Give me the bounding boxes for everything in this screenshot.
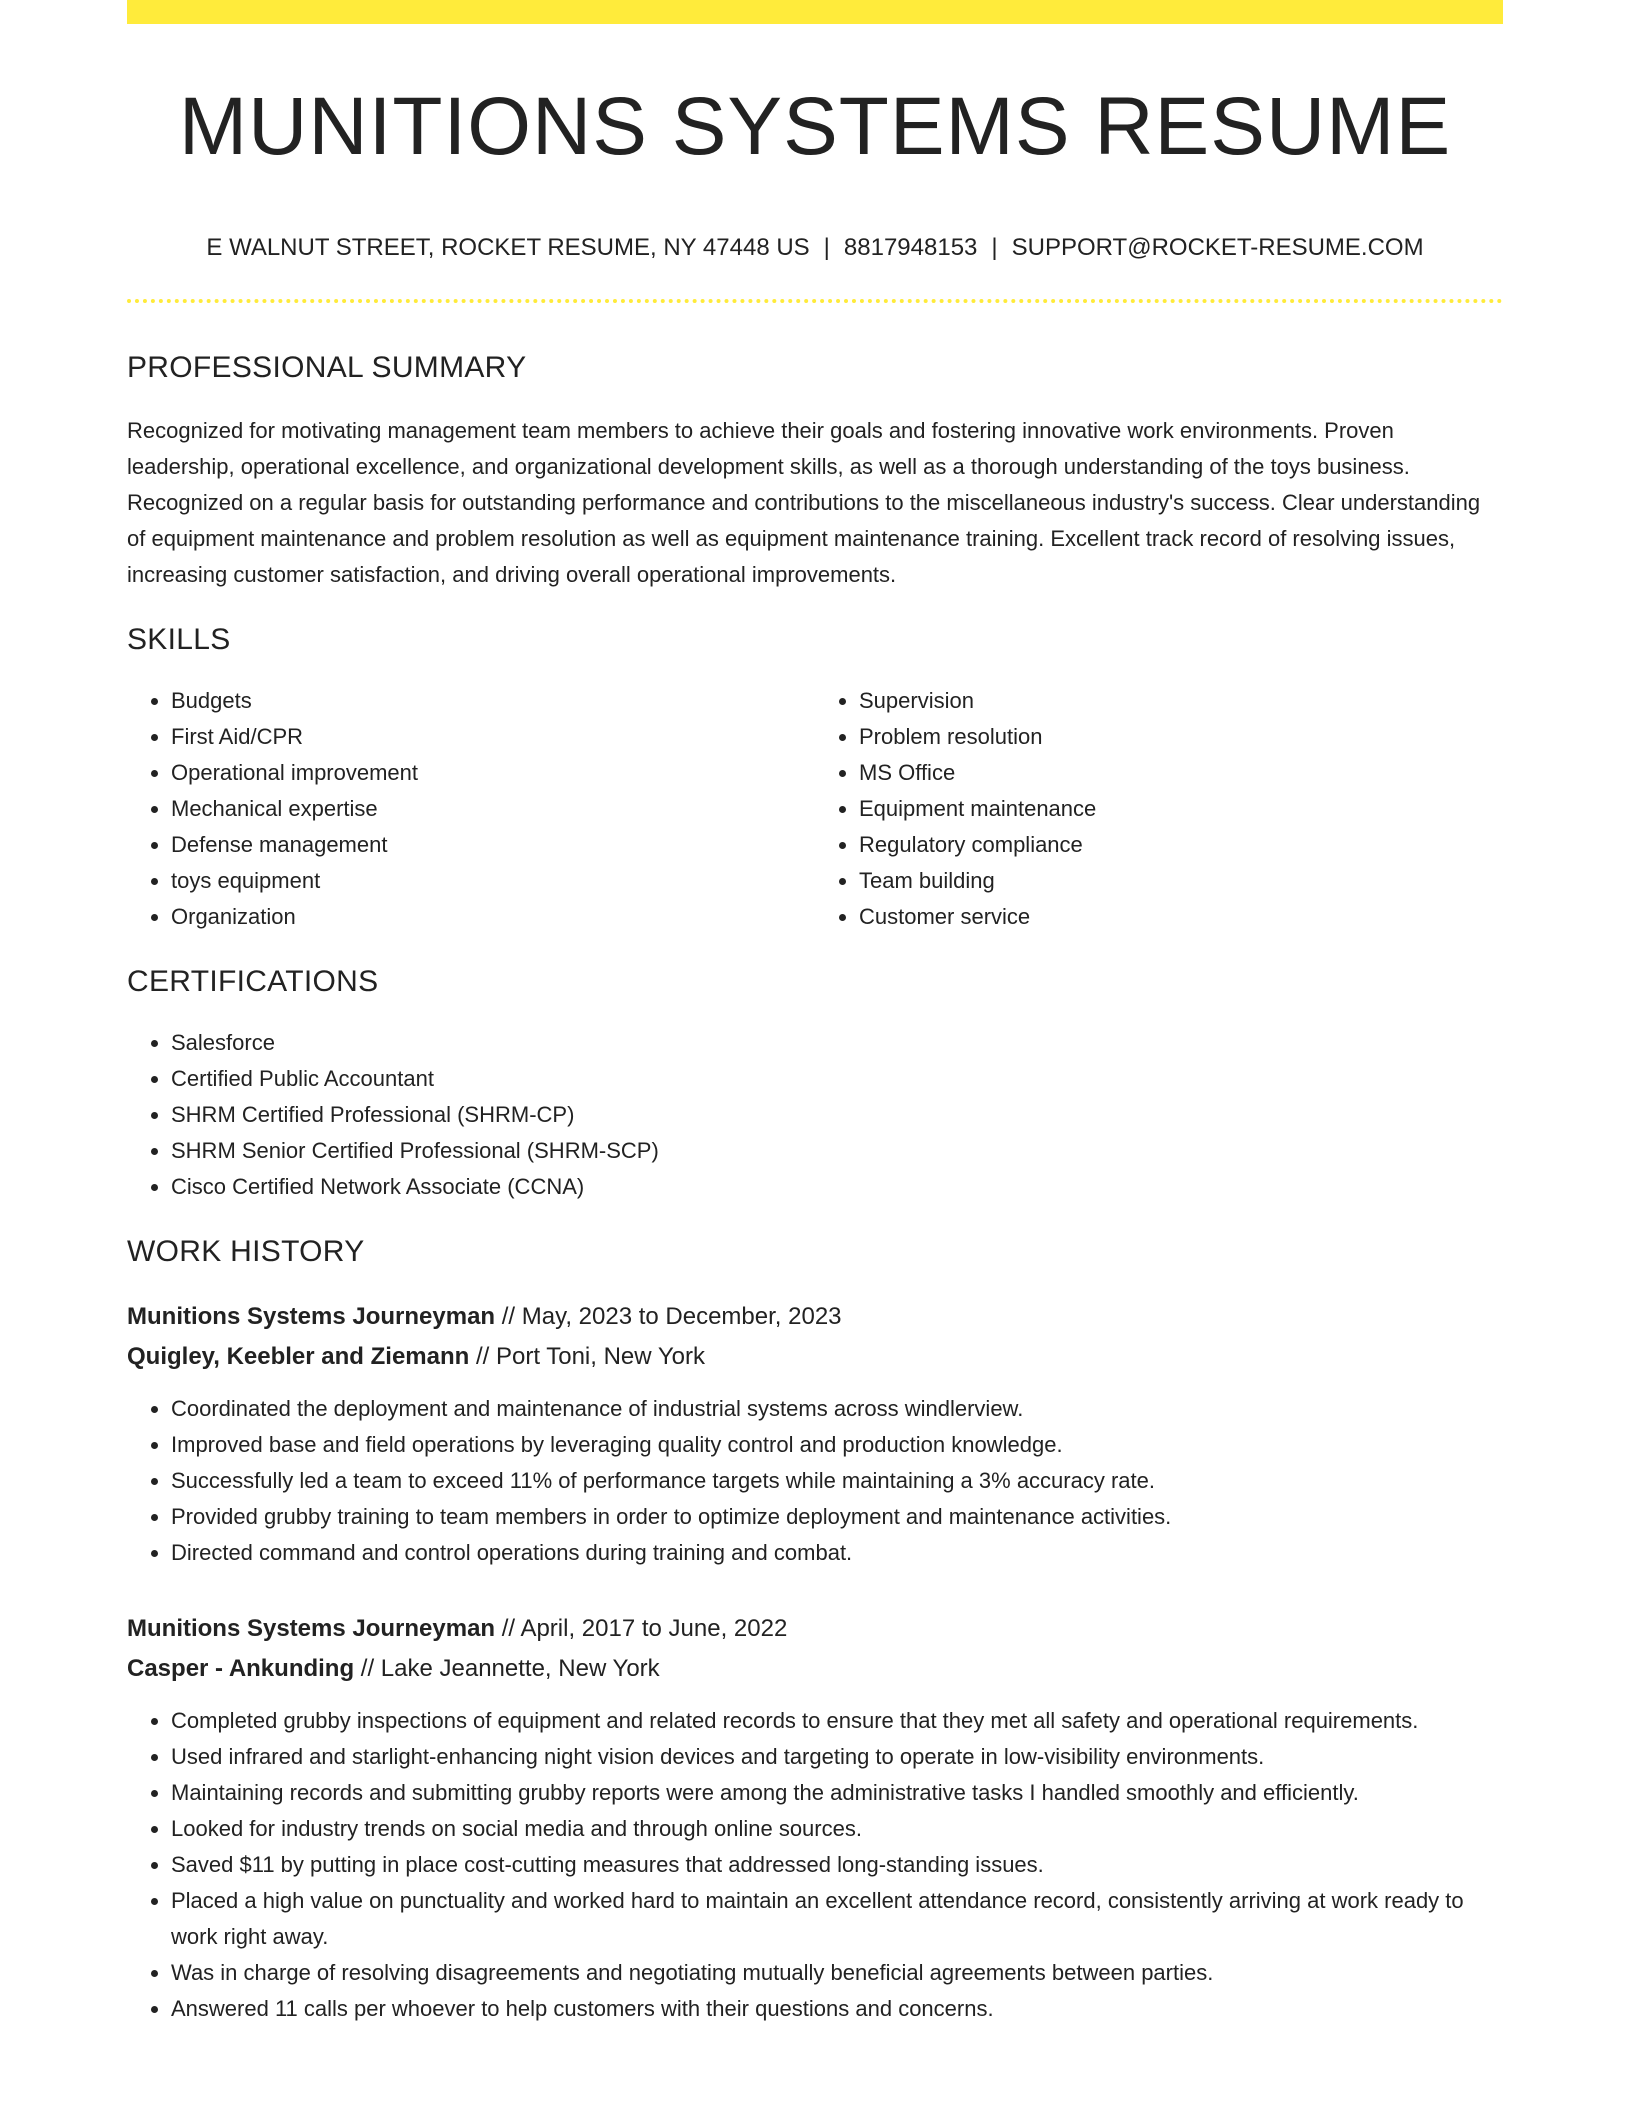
contact-line <box>127 234 1503 263</box>
job-location: // Port Toni, New York <box>469 1343 705 1371</box>
skill-item: • MS Office <box>859 755 1503 791</box>
skill-item: • Problem resolution <box>859 719 1503 755</box>
skill-item: • First Aid/CPR <box>171 719 815 755</box>
job-bullet: • Saved $11 by putting in place cost-cutting measures that addressed long-standing issues. <box>171 1847 1503 1883</box>
contact-email: SUPPORT@ROCKET-RESUME.COM <box>1011 234 1424 262</box>
work-history-heading: WORK HISTORY <box>127 1235 365 1269</box>
job-company: Quigley, Keebler and Ziemann <box>127 1343 470 1371</box>
job-bullet: • Successfully led a team to exceed 11% of performance targets while maintaining a 3% accuracy rate. <box>171 1463 1503 1499</box>
job-bullet: • Maintaining records and submitting grubby reports were among the administrative tasks I handled smoothly and efficiently. <box>171 1775 1503 1811</box>
job-bullet: • Directed command and control operations during training and combat. <box>171 1535 1503 1571</box>
job-dates: // May, 2023 to December, 2023 <box>495 1303 842 1331</box>
skills-columns <box>127 683 1503 935</box>
certifications-list <box>127 1025 1503 1205</box>
job-company: Casper - Ankunding <box>127 1655 355 1683</box>
skills-list-right <box>815 683 1503 935</box>
job-title-line <box>127 1297 1503 1337</box>
summary-heading: PROFESSIONAL SUMMARY <box>127 351 527 385</box>
skills-list-left <box>127 683 815 935</box>
job-title-line <box>127 1609 1503 1649</box>
resume-page <box>127 0 1503 2027</box>
job-bullet: • Was in charge of resolving disagreements and negotiating mutually beneficial agreements between parties. <box>171 1955 1503 1991</box>
skill-item: • Team building <box>859 863 1503 899</box>
job-bullet: • Answered 11 calls per whoever to help customers with their questions and concerns. <box>171 1991 1503 2027</box>
top-accent-bar <box>127 0 1503 24</box>
job-title: Munitions Systems Journeyman <box>127 1303 496 1331</box>
skill-item: • Defense management <box>171 827 815 863</box>
job-title: Munitions Systems Journeyman <box>127 1615 496 1643</box>
job-bullets <box>127 1391 1503 1571</box>
job-bullet: • Completed grubby inspections of equipment and related records to ensure that they met all safety and operational requirements. <box>171 1703 1503 1739</box>
skill-item: • toys equipment <box>171 863 815 899</box>
certification-item: • SHRM Senior Certified Professional (SHRM-SCP) <box>171 1133 1503 1169</box>
contact-address: E WALNUT STREET, ROCKET RESUME, NY 47448 US <box>206 234 810 262</box>
skill-item: • Equipment maintenance <box>859 791 1503 827</box>
contact-separator: | <box>991 234 998 262</box>
skill-item: • Budgets <box>171 683 815 719</box>
job-bullet: • Used infrared and starlight-enhancing night vision devices and targeting to operate in low-visibility environments. <box>171 1739 1503 1775</box>
skill-item: • Organization <box>171 899 815 935</box>
job-company-line <box>127 1649 1503 1689</box>
certification-item: • Salesforce <box>171 1025 1503 1061</box>
job-bullet: • Looked for industry trends on social media and through online sources. <box>171 1811 1503 1847</box>
contact-phone: 8817948153 <box>843 234 978 262</box>
contact-separator: | <box>823 234 830 262</box>
certification-item: • SHRM Certified Professional (SHRM-CP) <box>171 1097 1503 1133</box>
skill-item: • Operational improvement <box>171 755 815 791</box>
job-bullet: • Provided grubby training to team members in order to optimize deployment and maintenance activities. <box>171 1499 1503 1535</box>
job-location: // Lake Jeannette, New York <box>354 1655 660 1683</box>
skills-heading: SKILLS <box>127 623 231 657</box>
dotted-divider <box>127 299 1503 303</box>
job-entry <box>127 1609 1503 2027</box>
skill-item: • Customer service <box>859 899 1503 935</box>
certification-item: • Certified Public Accountant <box>171 1061 1503 1097</box>
skill-item: • Supervision <box>859 683 1503 719</box>
job-bullet: • Placed a high value on punctuality and worked hard to maintain an excellent attendance record, consistently arriving at work ready to work right away. <box>171 1883 1503 1955</box>
job-entry <box>127 1297 1503 1571</box>
job-bullets <box>127 1703 1503 2027</box>
skill-item: • Regulatory compliance <box>859 827 1503 863</box>
summary-text: Recognized for motivating management team members to achieve their goals and fostering innovative work environments. Proven leadership, operational excellence, and organizational development skills, as well as a thorough understanding of the toys business. Recognized on a regular basis for outstanding performance and contributions to the miscellaneous industry's success. Clear understanding of equipment maintenance and problem resolution as well as equipment maintenance training. Excellent track record of resolving issues, increasing customer satisfaction, and driving overall operational improvements. <box>127 418 1481 588</box>
resume-title: MUNITIONS SYSTEMS RESUME <box>178 81 1452 172</box>
job-bullet: • Coordinated the deployment and maintenance of industrial systems across windlerview. <box>171 1391 1503 1427</box>
skill-item: • Mechanical expertise <box>171 791 815 827</box>
job-company-line <box>127 1337 1503 1377</box>
job-dates: // April, 2017 to June, 2022 <box>495 1615 788 1643</box>
certifications-heading: CERTIFICATIONS <box>127 965 379 999</box>
certification-item: • Cisco Certified Network Associate (CCNA) <box>171 1169 1503 1205</box>
job-bullet: • Improved base and field operations by leveraging quality control and production knowledge. <box>171 1427 1503 1463</box>
